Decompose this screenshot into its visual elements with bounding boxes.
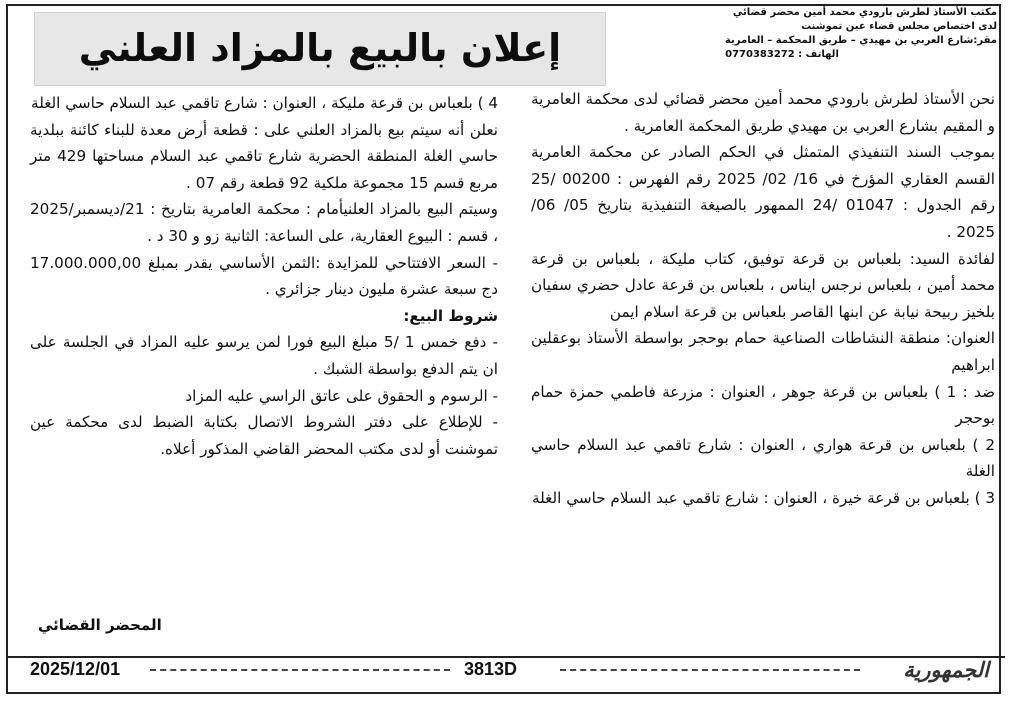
condition-item: - الرسوم و الحقوق على عاتق الراسي عليه المزاد (185, 386, 498, 405)
right-paragraph: ضد : 1 ) بلعباس بن قرعة جوهر ، العنوان : مزرعة فاطمي حمزة حمام بوحجر (531, 382, 995, 428)
right-paragraph: بموجب السند التنفيذي المتمثل في الحكم الصادر عن محكمة العامرية القسم العقاري المؤرخ في 16/ 02/ 2025 رقم الفهرس : 00200 /25 رقم الجدول : 01047 /24 الممهور بالصيغة التنفيذية بتاريخ 05/ 06/ 2025 . (531, 143, 995, 241)
newspaper-logo: الجمهورية (903, 657, 989, 682)
left-paragraph: نعلن أنه سيتم بيع بالمزاد العلني على : قطعة أرض معدة للبناء كائنة ببلدية حاسي الغلة المنطقة الحضرية شارع تاقمي عبد السلام مساحتها 429 متر مربع قسم 15 مجموعة ملكية 92 قطعة رقم 07 . (30, 120, 498, 192)
right-paragraph: 2 ) بلعباس بن قرعة هواري ، العنوان : شارع تاقمي عبد السلام حاسي الغلة (531, 435, 995, 481)
bailiff-office-header (657, 6, 997, 62)
left-column (30, 90, 498, 462)
footer-rule (560, 669, 860, 671)
left-paragraph: - السعر الافتتاحي للمزايدة :الثمن الأساسي يقدر بمبلغ 17.000.000,00 دج سبعة عشرة مليون دينار جزائري . (30, 253, 498, 299)
right-column (531, 86, 995, 512)
office-address: مقر:شارع العربي بن مهيدي – طريق المحكمة – العامرية (724, 35, 997, 46)
right-paragraph: نحن الأستاذ لطرش بارودي محمد أمين محضر قضائي لدى محكمة العامرية و المقيم بشارع العربي بن مهيدي طريق المحكمة العامرية . (531, 90, 995, 135)
announcement-title: إعلان بالبيع بالمزاد العلني (34, 12, 606, 86)
left-paragraph: وسيتم البيع بالمزاد العلنيأمام : محكمة العامرية بتاريخ : 21/ديسمبر/2025 ، قسم : البيوع العقارية، على الساعة: الثانية زو و 30 د . (30, 200, 498, 245)
office-jurisdiction: لدى اختصاص مجلس قضاء عين تموشنت (801, 21, 997, 32)
page-footer (0, 657, 1011, 687)
condition-item: - للإطلاع على دفتر الشروط الاتصال بكتابة الضبط لدى محكمة عين تموشنت أو لدى مكتب المحضر القاضي المذكور أعلاه. (30, 413, 498, 458)
office-phone: الهاتف : 0770383272 (725, 49, 839, 60)
footer-rule (150, 669, 450, 671)
signature-title: المحضر القضائي (38, 616, 162, 634)
right-paragraph: لفائدة السيد: بلعباس بن قرعة توفيق، كتاب مليكة ، بلعباس بن قرعة محمد أمين ، بلعباس نرجس ايناس ، بلعباس بن قرعة عادل حضري سفيان بلخيز ربيحة نيابة عن ابنها القاصر بلعباس بن قرعة اسلام ايمن (531, 249, 995, 321)
conditions-title: شروط البيع: (403, 306, 498, 325)
left-paragraph: 4 ) بلعباس بن قرعة مليكة ، العنوان : شارع تاقمي عبد السلام حاسي الغلة (31, 94, 498, 112)
issue-date: 2025/12/01 (30, 659, 121, 679)
ad-code: 3813D (464, 659, 518, 679)
right-paragraph: 3 ) بلعباس بن قرعة خيرة ، العنوان : شارع تاقمي عبد السلام حاسي الغلة (532, 488, 995, 507)
office-name: مكتب الأستاذ لطرش بارودي محمد أمين محضر قضائي (732, 7, 997, 18)
condition-item: - دفع خمس 1 /5 مبلغ البيع فورا لمن يرسو عليه المزاد في الجلسة على ان يتم الدفع بواسطة الشبك . (30, 333, 498, 378)
right-paragraph: العنوان: منطقة النشاطات الصناعية حمام بوحجر بواسطة الأستاذ بوعقلين ابراهيم (531, 329, 995, 374)
